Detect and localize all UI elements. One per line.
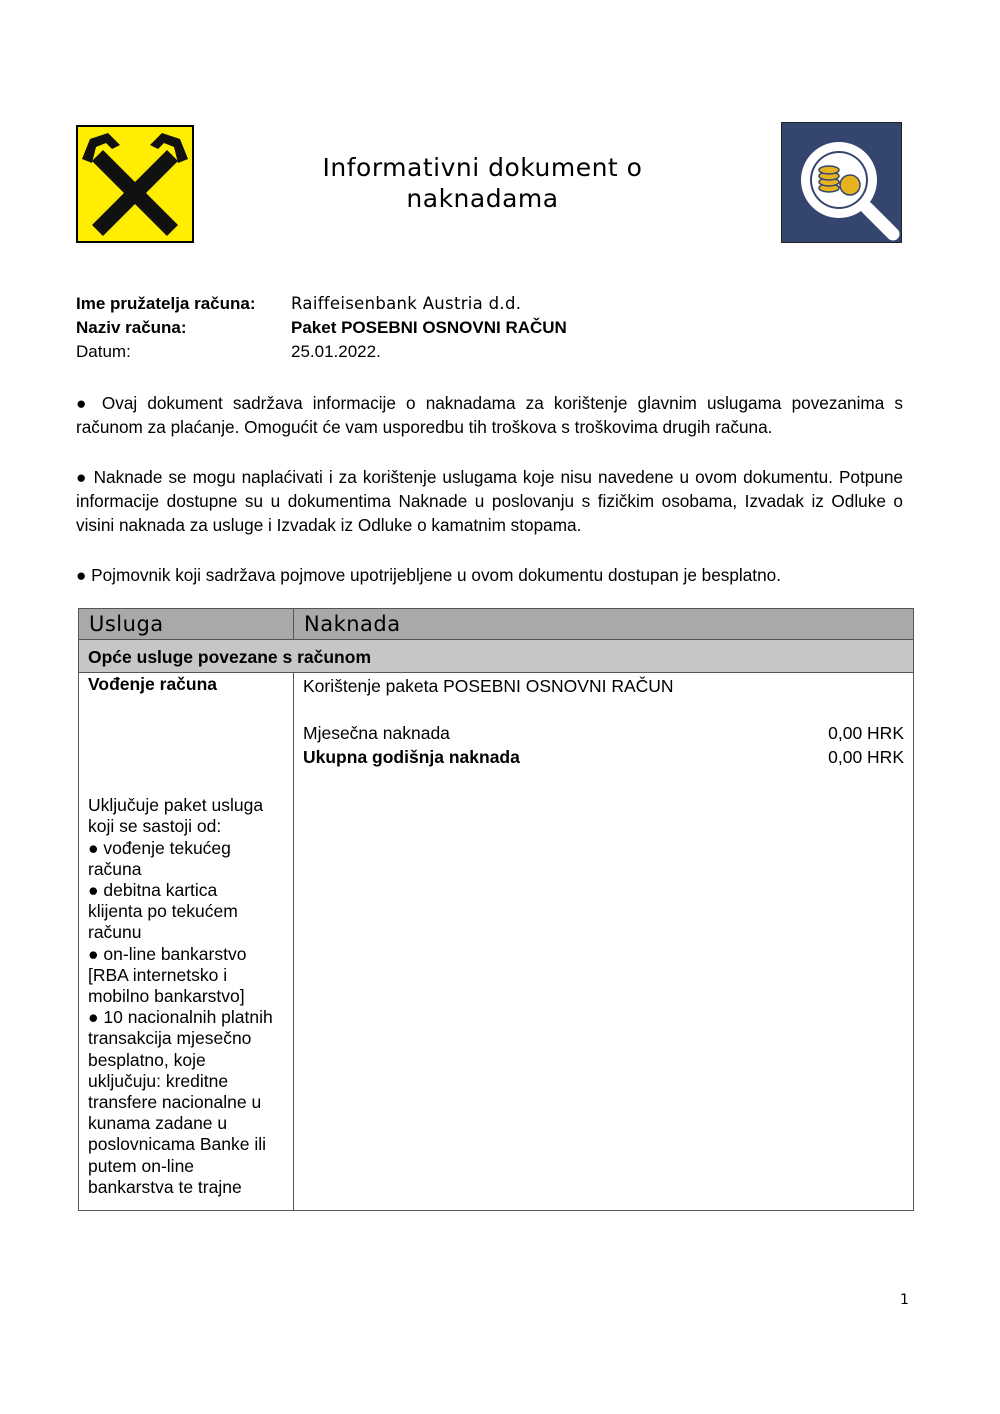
annual-fee-value: 0,00 HRK	[828, 747, 904, 767]
table-header-row	[79, 609, 914, 640]
info-paragraph-1: ● Ovaj dokument sadržava informacije o naknadama za korištenje glavnim uslugama povezanima s računom za plaćanje. Omogućit će vam usporedbu tih troškova s troškovima drugih računa.	[76, 393, 903, 437]
service-description-line: ● debitna kartica	[88, 880, 218, 901]
service-description-line: poslovnicama Banke ili	[88, 1134, 267, 1155]
provider-row	[76, 292, 567, 316]
monthly-fee-label: Mjesečna naknada	[303, 723, 450, 743]
service-description	[88, 795, 285, 1198]
fee-intro: Korištenje paketa POSEBNI OSNOVNI RAČUN	[303, 676, 674, 696]
service-description-line: putem on-line	[88, 1155, 195, 1176]
fee-gap	[303, 698, 904, 721]
magnifier-coins-icon	[781, 122, 902, 243]
provider-value: Raiffeisenbank Austria d.d.	[291, 294, 522, 313]
service-cell	[79, 673, 294, 1211]
service-description-line: računu	[88, 922, 142, 943]
info-paragraph-3: ● Pojmovnik koji sadržava pojmove upotrijebljene u ovom dokumentu dostupan je besplatno.	[76, 565, 781, 585]
service-description-line: mobilno bankarstvo]	[88, 986, 245, 1007]
service-description-line: kunama zadane u	[88, 1113, 228, 1134]
service-description-line: klijenta po tekućem	[88, 901, 238, 922]
date-label: Datum:	[76, 342, 131, 361]
service-description-line: koji se sastoji od:	[88, 816, 222, 837]
service-description-line: transfere nacionalne u	[88, 1092, 262, 1113]
service-description-line: ● vođenje tekućeg	[88, 837, 231, 858]
column-header-service: Usluga	[79, 609, 294, 640]
annual-fee-row	[303, 745, 904, 769]
account-meta	[76, 292, 567, 364]
table-row	[79, 673, 914, 1211]
service-description-line: ● 10 nacionalnih platnih	[88, 1007, 273, 1028]
service-description-line: uključuju: kreditne	[88, 1070, 229, 1091]
column-header-fee: Naknada	[294, 609, 914, 640]
service-description-line: računa	[88, 858, 142, 879]
date-value: 25.01.2022.	[291, 342, 381, 361]
service-spacer	[88, 695, 285, 795]
service-description-line: besplatno, koje	[88, 1049, 206, 1070]
fee-cell	[294, 673, 914, 1211]
annual-fee-label: Ukupna godišnja naknada	[303, 747, 520, 767]
page-number: 1	[900, 1292, 909, 1308]
monthly-fee-row	[303, 721, 904, 745]
service-description-line: bankarstva te trajne	[88, 1176, 242, 1197]
fee-table	[78, 608, 914, 1211]
raiffeisen-logo-icon	[76, 125, 194, 243]
monthly-fee-value: 0,00 HRK	[828, 723, 904, 743]
service-description-line: [RBA internetsko i	[88, 964, 228, 985]
service-description-line: ● on-line bankarstvo	[88, 943, 247, 964]
section-title: Opće usluge povezane s računom	[79, 640, 914, 673]
title-line-1: Informativni dokument o	[322, 153, 643, 182]
title-line-2: naknadama	[406, 184, 559, 213]
provider-label: Ime pružatelja računa:	[76, 294, 256, 313]
service-name: Vođenje računa	[88, 674, 218, 694]
service-description-line: Uključuje paket usluga	[88, 795, 264, 816]
account-label: Naziv računa:	[76, 318, 187, 337]
info-paragraph-2: ● Naknade se mogu naplaćivati i za korištenje uslugama koje nisu navedene u ovom dokumentu. Potpune informacije dostupne su u dokumentima Naknade u poslovanju s fizičkim osobama, Izvadak iz Odluke o visini naknada za usluge i Izvadak iz Odluke o kamatnim stopama.	[76, 467, 903, 535]
date-row	[76, 340, 567, 364]
section-row	[79, 640, 914, 673]
account-value: Paket POSEBNI OSNOVNI RAČUN	[291, 318, 567, 337]
account-row	[76, 316, 567, 340]
document-title	[250, 152, 715, 214]
service-description-line: transakcija mjesečno	[88, 1028, 252, 1049]
